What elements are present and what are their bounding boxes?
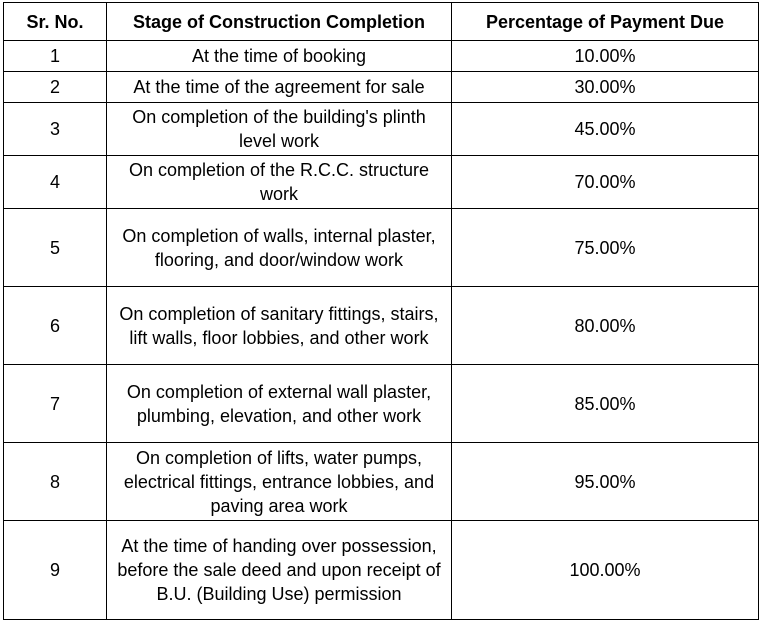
sr-no-cell: 6 <box>4 287 107 365</box>
percentage-cell: 95.00% <box>452 443 759 521</box>
percentage-cell: 75.00% <box>452 209 759 287</box>
payment-schedule-table <box>3 2 759 620</box>
percentage-cell: 70.00% <box>452 156 759 209</box>
sr-no-cell: 2 <box>4 72 107 103</box>
table-row <box>4 521 759 620</box>
percentage-cell: 100.00% <box>452 521 759 620</box>
sr-no-cell: 8 <box>4 443 107 521</box>
table-row <box>4 72 759 103</box>
header-stage: Stage of Construction Completion <box>107 3 452 41</box>
percentage-cell: 10.00% <box>452 41 759 72</box>
header-row <box>4 3 759 41</box>
sr-no-cell: 9 <box>4 521 107 620</box>
sr-no-cell: 4 <box>4 156 107 209</box>
percentage-cell: 85.00% <box>452 365 759 443</box>
table-row <box>4 156 759 209</box>
stage-cell: At the time of handing over possession, before the sale deed and upon receipt of B.U. (Building Use) permission <box>107 521 452 620</box>
header-percentage: Percentage of Payment Due <box>452 3 759 41</box>
table-row <box>4 103 759 156</box>
sr-no-cell: 7 <box>4 365 107 443</box>
table-row <box>4 41 759 72</box>
table-row <box>4 209 759 287</box>
table-row <box>4 365 759 443</box>
table-row <box>4 287 759 365</box>
sr-no-cell: 1 <box>4 41 107 72</box>
stage-cell: At the time of booking <box>107 41 452 72</box>
stage-cell: On completion of walls, internal plaster, flooring, and door/window work <box>107 209 452 287</box>
sr-no-cell: 3 <box>4 103 107 156</box>
percentage-cell: 30.00% <box>452 72 759 103</box>
percentage-cell: 80.00% <box>452 287 759 365</box>
stage-cell: On completion of sanitary fittings, stairs, lift walls, floor lobbies, and other work <box>107 287 452 365</box>
header-sr-no: Sr. No. <box>4 3 107 41</box>
stage-cell: On completion of lifts, water pumps, electrical fittings, entrance lobbies, and paving area work <box>107 443 452 521</box>
stage-cell: On completion of external wall plaster, plumbing, elevation, and other work <box>107 365 452 443</box>
stage-cell: On completion of the building's plinth level work <box>107 103 452 156</box>
sr-no-cell: 5 <box>4 209 107 287</box>
stage-cell: On completion of the R.C.C. structure work <box>107 156 452 209</box>
stage-cell: At the time of the agreement for sale <box>107 72 452 103</box>
table-row <box>4 443 759 521</box>
percentage-cell: 45.00% <box>452 103 759 156</box>
